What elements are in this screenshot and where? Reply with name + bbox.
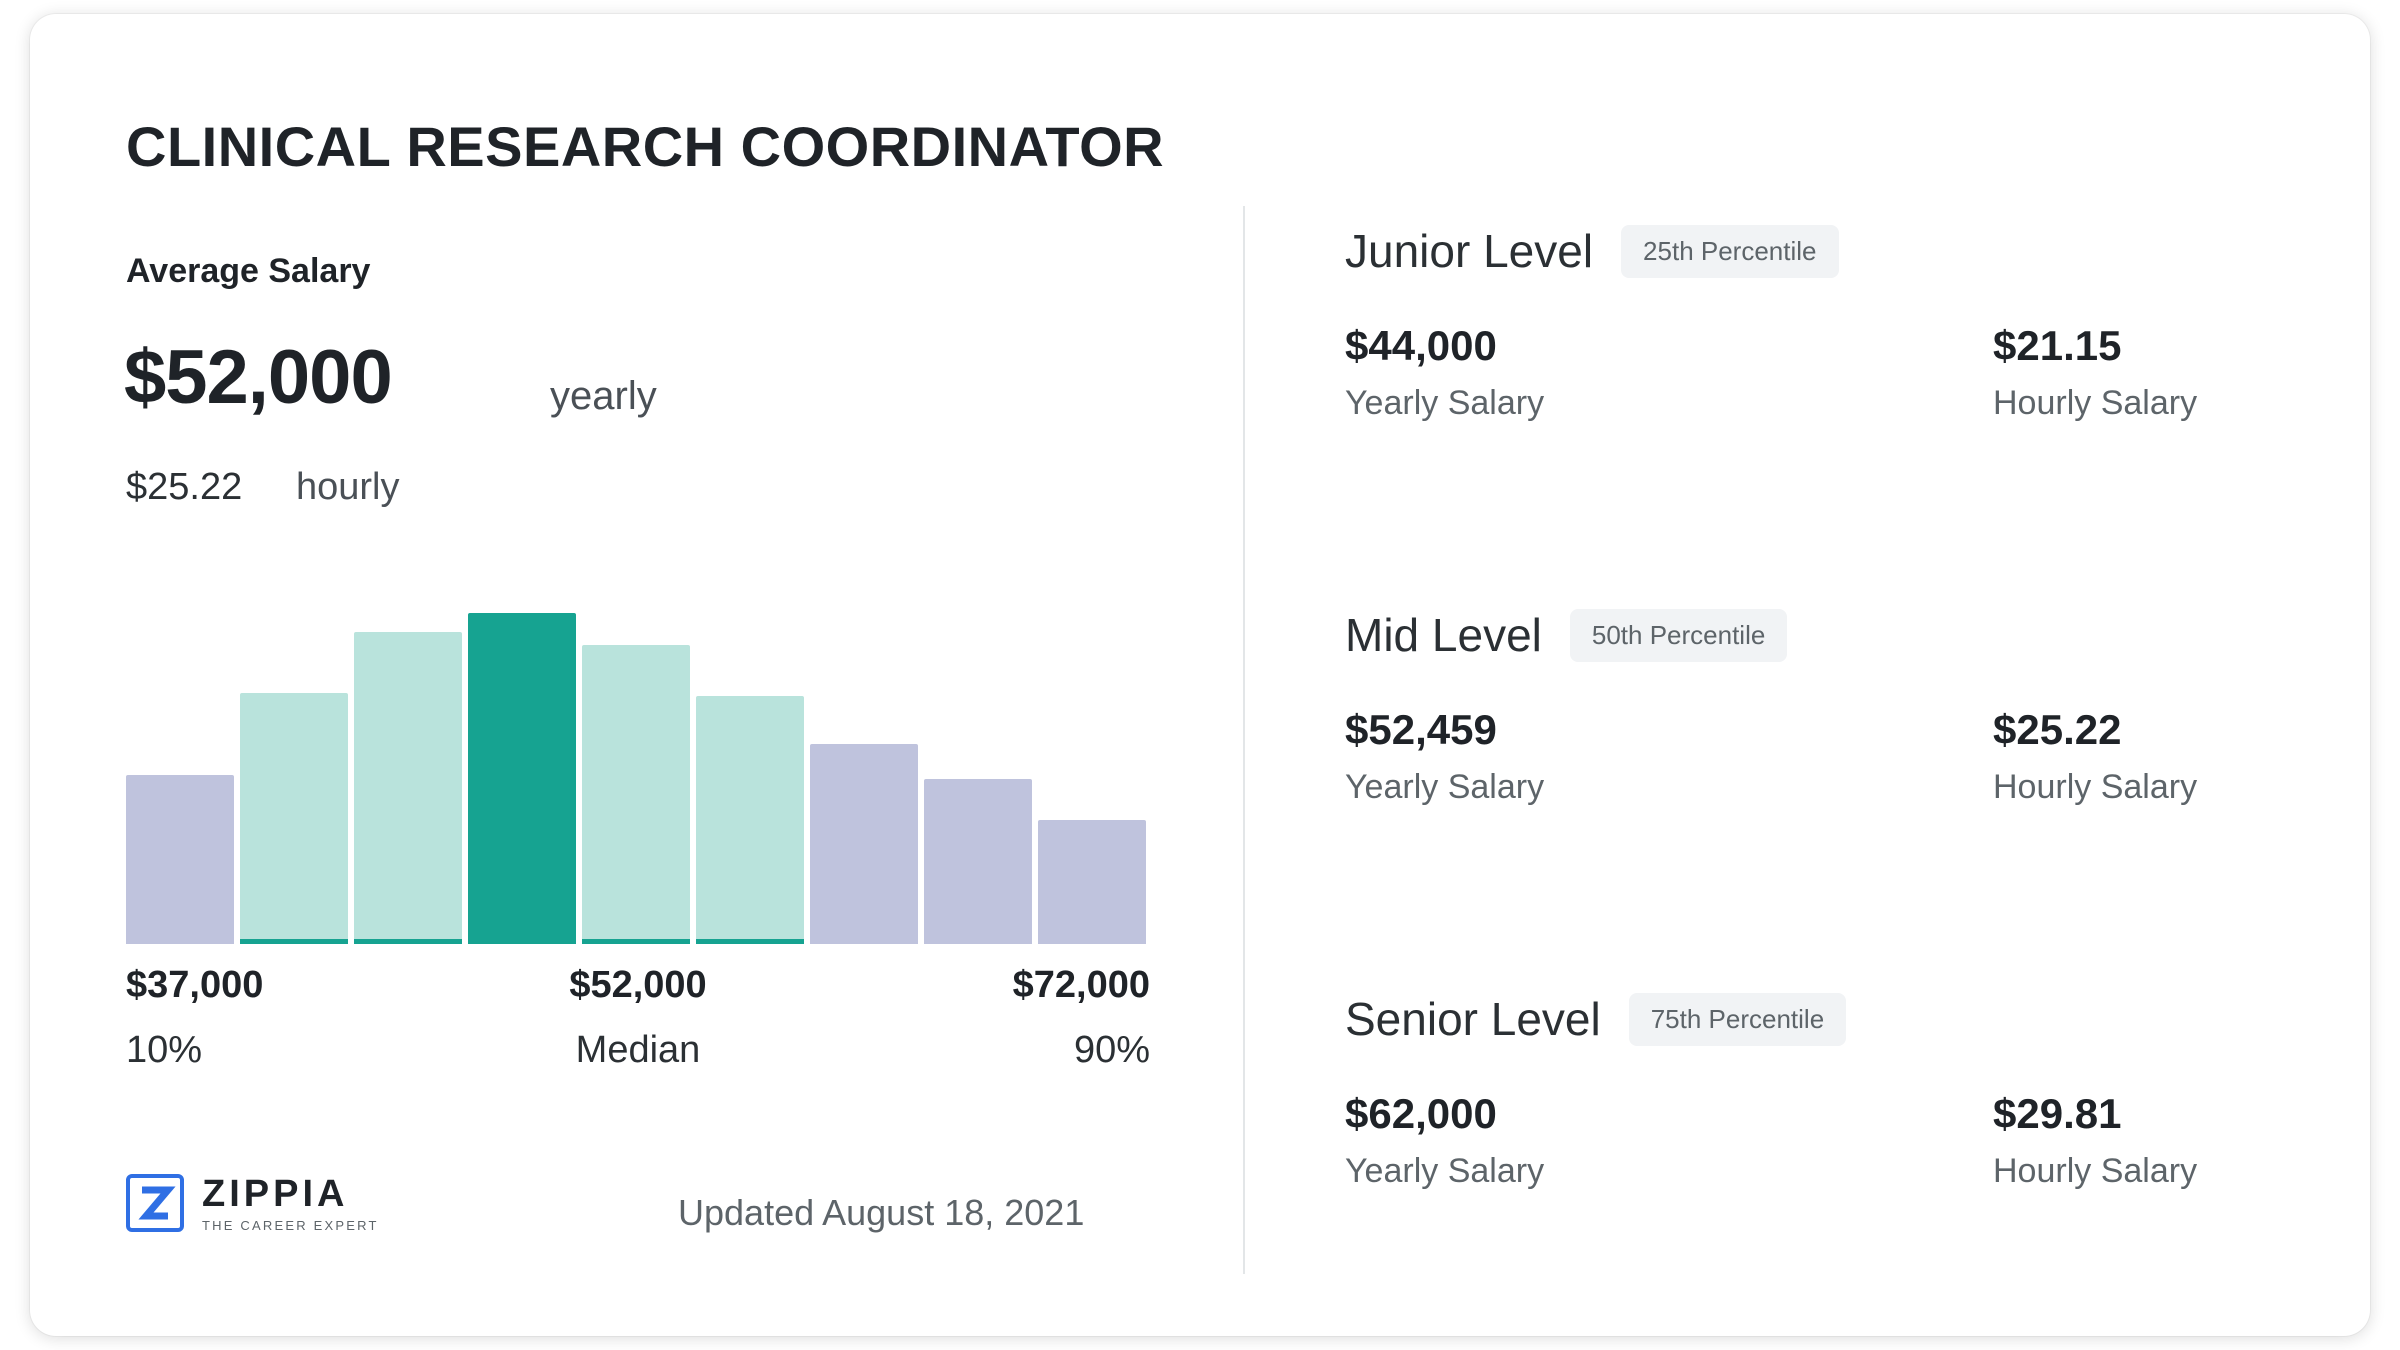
chart-bar [126,775,234,944]
percentile-badge: 75th Percentile [1629,993,1846,1046]
hourly-value: $29.81 [1993,1090,2122,1137]
level-figures [1345,1090,2305,1191]
hourly-figure [1993,322,2197,423]
level-figures [1345,322,2305,423]
chart-bars [126,594,1146,944]
average-yearly-unit: yearly [550,374,657,418]
updated-timestamp: Updated August 18, 2021 [678,1192,1085,1233]
levels-list [1345,224,2305,1336]
yearly-label: Yearly Salary [1345,384,1545,422]
chart-bar [1038,820,1146,944]
axis-low-value: $37,000 [126,964,264,1006]
yearly-figure [1345,322,1993,423]
chart-bar [354,632,462,944]
axis-high-label: 90% [1073,1029,1150,1071]
level-card-mid [1345,608,2305,992]
yearly-figure [1345,1090,1993,1191]
average-salary-label: Average Salary [126,252,371,290]
chart-bar [696,696,804,944]
zippia-logo-text [202,1172,379,1233]
level-name: Junior Level [1345,225,1594,277]
level-figures [1345,706,2305,807]
column-divider [1243,206,1245,1274]
yearly-value: $52,459 [1345,706,1497,753]
chart-bar [810,744,918,944]
chart-bar [924,779,1032,944]
hourly-value: $25.22 [1993,706,2122,753]
axis-median-label: Median [575,1029,701,1071]
average-hourly-unit: hourly [296,466,400,508]
axis-median-value: $52,000 [569,964,707,1006]
hourly-label: Hourly Salary [1993,384,2198,422]
axis-high-value: $72,000 [1012,964,1150,1006]
zippia-z-icon [126,1174,184,1232]
hourly-label: Hourly Salary [1993,1152,2198,1190]
level-header [1345,224,2305,278]
yearly-figure [1345,706,1993,807]
average-hourly-value: $25.22 [126,466,243,508]
salary-card [30,14,2370,1336]
hourly-label: Hourly Salary [1993,768,2198,806]
axis-low-label: 10% [126,1029,203,1071]
percentile-badge: 25th Percentile [1621,225,1838,278]
zippia-logo[interactable] [126,1174,379,1232]
level-card-junior [1345,224,2305,608]
hourly-figure [1993,1090,2197,1191]
yearly-label: Yearly Salary [1345,1152,1545,1190]
average-yearly-value: $52,000 [124,335,392,420]
level-name: Senior Level [1345,993,1601,1045]
page-title: CLINICAL RESEARCH COORDINATOR [126,115,1165,178]
yearly-label: Yearly Salary [1345,768,1545,806]
chart-bar [468,613,576,944]
zippia-wordmark: ZIPPIA [202,1172,349,1215]
chart-bar [582,645,690,944]
level-header [1345,992,2305,1046]
zippia-tagline: THE CAREER EXPERT [202,1217,379,1233]
hourly-value: $21.15 [1993,322,2122,369]
level-card-senior [1345,992,2305,1336]
percentile-badge: 50th Percentile [1570,609,1787,662]
yearly-value: $62,000 [1345,1090,1497,1137]
level-name: Mid Level [1345,609,1542,661]
level-header [1345,608,2305,662]
yearly-value: $44,000 [1345,322,1497,369]
salary-distribution-chart [126,594,1146,944]
hourly-figure [1993,706,2197,807]
chart-bar [240,693,348,944]
